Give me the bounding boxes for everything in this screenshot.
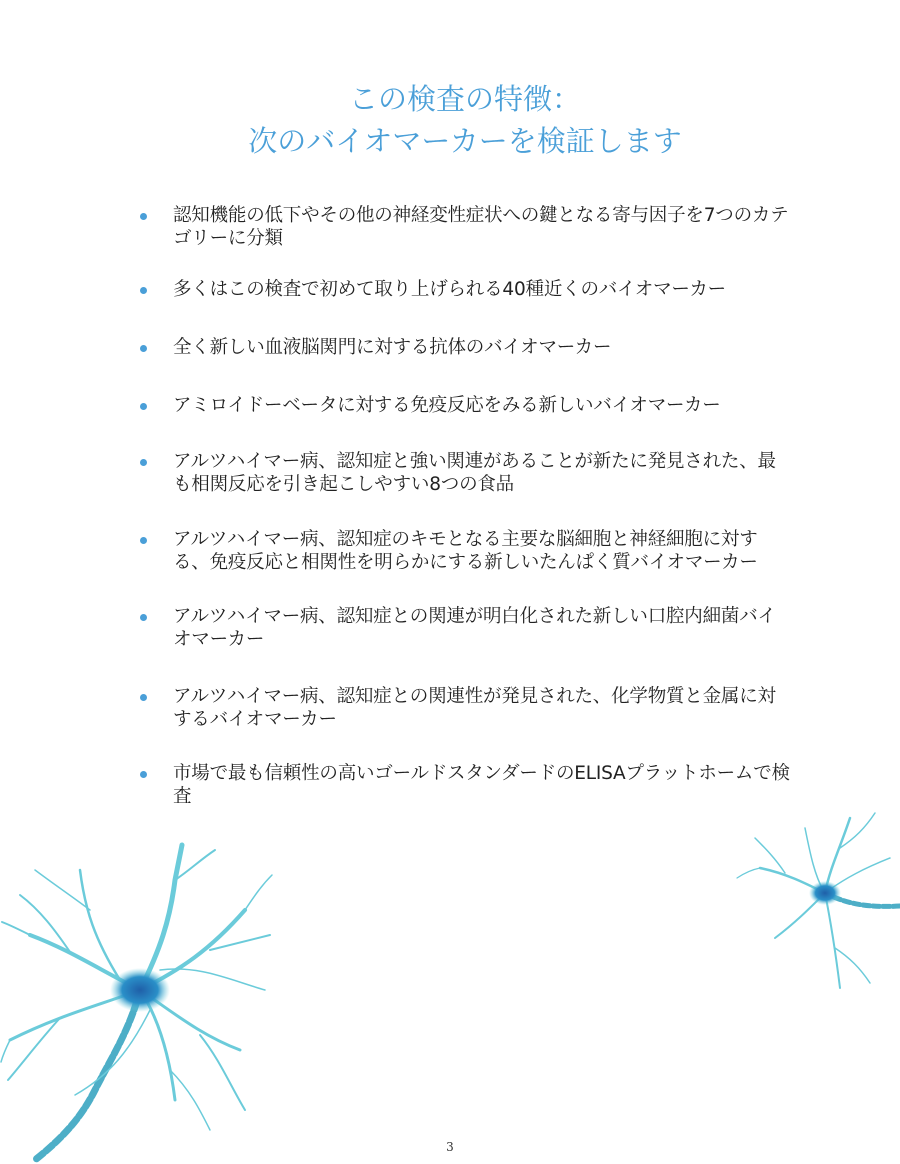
list-item	[140, 685, 790, 731]
bullet-icon	[140, 459, 147, 466]
list-item	[140, 762, 790, 808]
neuron-illustration-icon	[735, 808, 900, 998]
bullet-icon	[140, 537, 147, 544]
bullet-icon	[140, 694, 147, 701]
list-item	[140, 605, 790, 651]
bullet-icon	[140, 345, 147, 352]
list-item	[140, 278, 790, 301]
list-item-text: アルツハイマー病、認知症との関連が明白化された新しい口腔内細菌バイオマーカー	[173, 606, 776, 650]
list-item	[140, 336, 790, 359]
list-item	[140, 450, 790, 496]
bullet-icon	[140, 403, 147, 410]
page-number: 3	[446, 1140, 454, 1154]
list-item-text: 多くはこの検査で初めて取り上げられる40種近くのバイオマーカー	[173, 279, 726, 300]
bullet-icon	[140, 213, 147, 220]
list-item-text: 市場で最も信頼性の高いゴールドスタンダードのELISAプラットホームで検査	[173, 763, 790, 807]
bullet-icon	[140, 771, 147, 778]
list-item-text: 認知機能の低下やその他の神経変性症状への鍵となる寄与因子を7つのカテゴリーに分類	[173, 205, 789, 249]
list-item-text: アミロイドーベータに対する免疫反応をみる新しいバイオマーカー	[173, 395, 721, 416]
list-item-text: アルツハイマー病、認知症と強い関連があることが新たに発見された、最も相関反応を引き起こしやすい8つの食品	[173, 451, 776, 495]
neuron-illustration-icon	[0, 840, 310, 1164]
list-item	[140, 394, 790, 417]
list-item-text: 全く新しい血液脳関門に対する抗体のバイオマーカー	[173, 337, 612, 358]
title-line-1: この検査の特徴：	[348, 82, 581, 116]
list-item	[140, 528, 790, 574]
list-item-text: アルツハイマー病、認知症のキモとなる主要な脳細胞と神経細胞に対する、免疫反応と相関性を明らかにする新しいたんぱく質バイオマーカー	[173, 529, 758, 573]
list-item-text: アルツハイマー病、認知症との関連性が発見された、化学物質と金属に対するバイオマーカー	[173, 686, 776, 730]
title-line-2: 次のバイオマーカーを検証します	[248, 124, 682, 158]
list-item	[140, 204, 790, 250]
bullet-icon	[140, 287, 147, 294]
bullet-icon	[140, 614, 147, 621]
page-title	[0, 78, 900, 162]
